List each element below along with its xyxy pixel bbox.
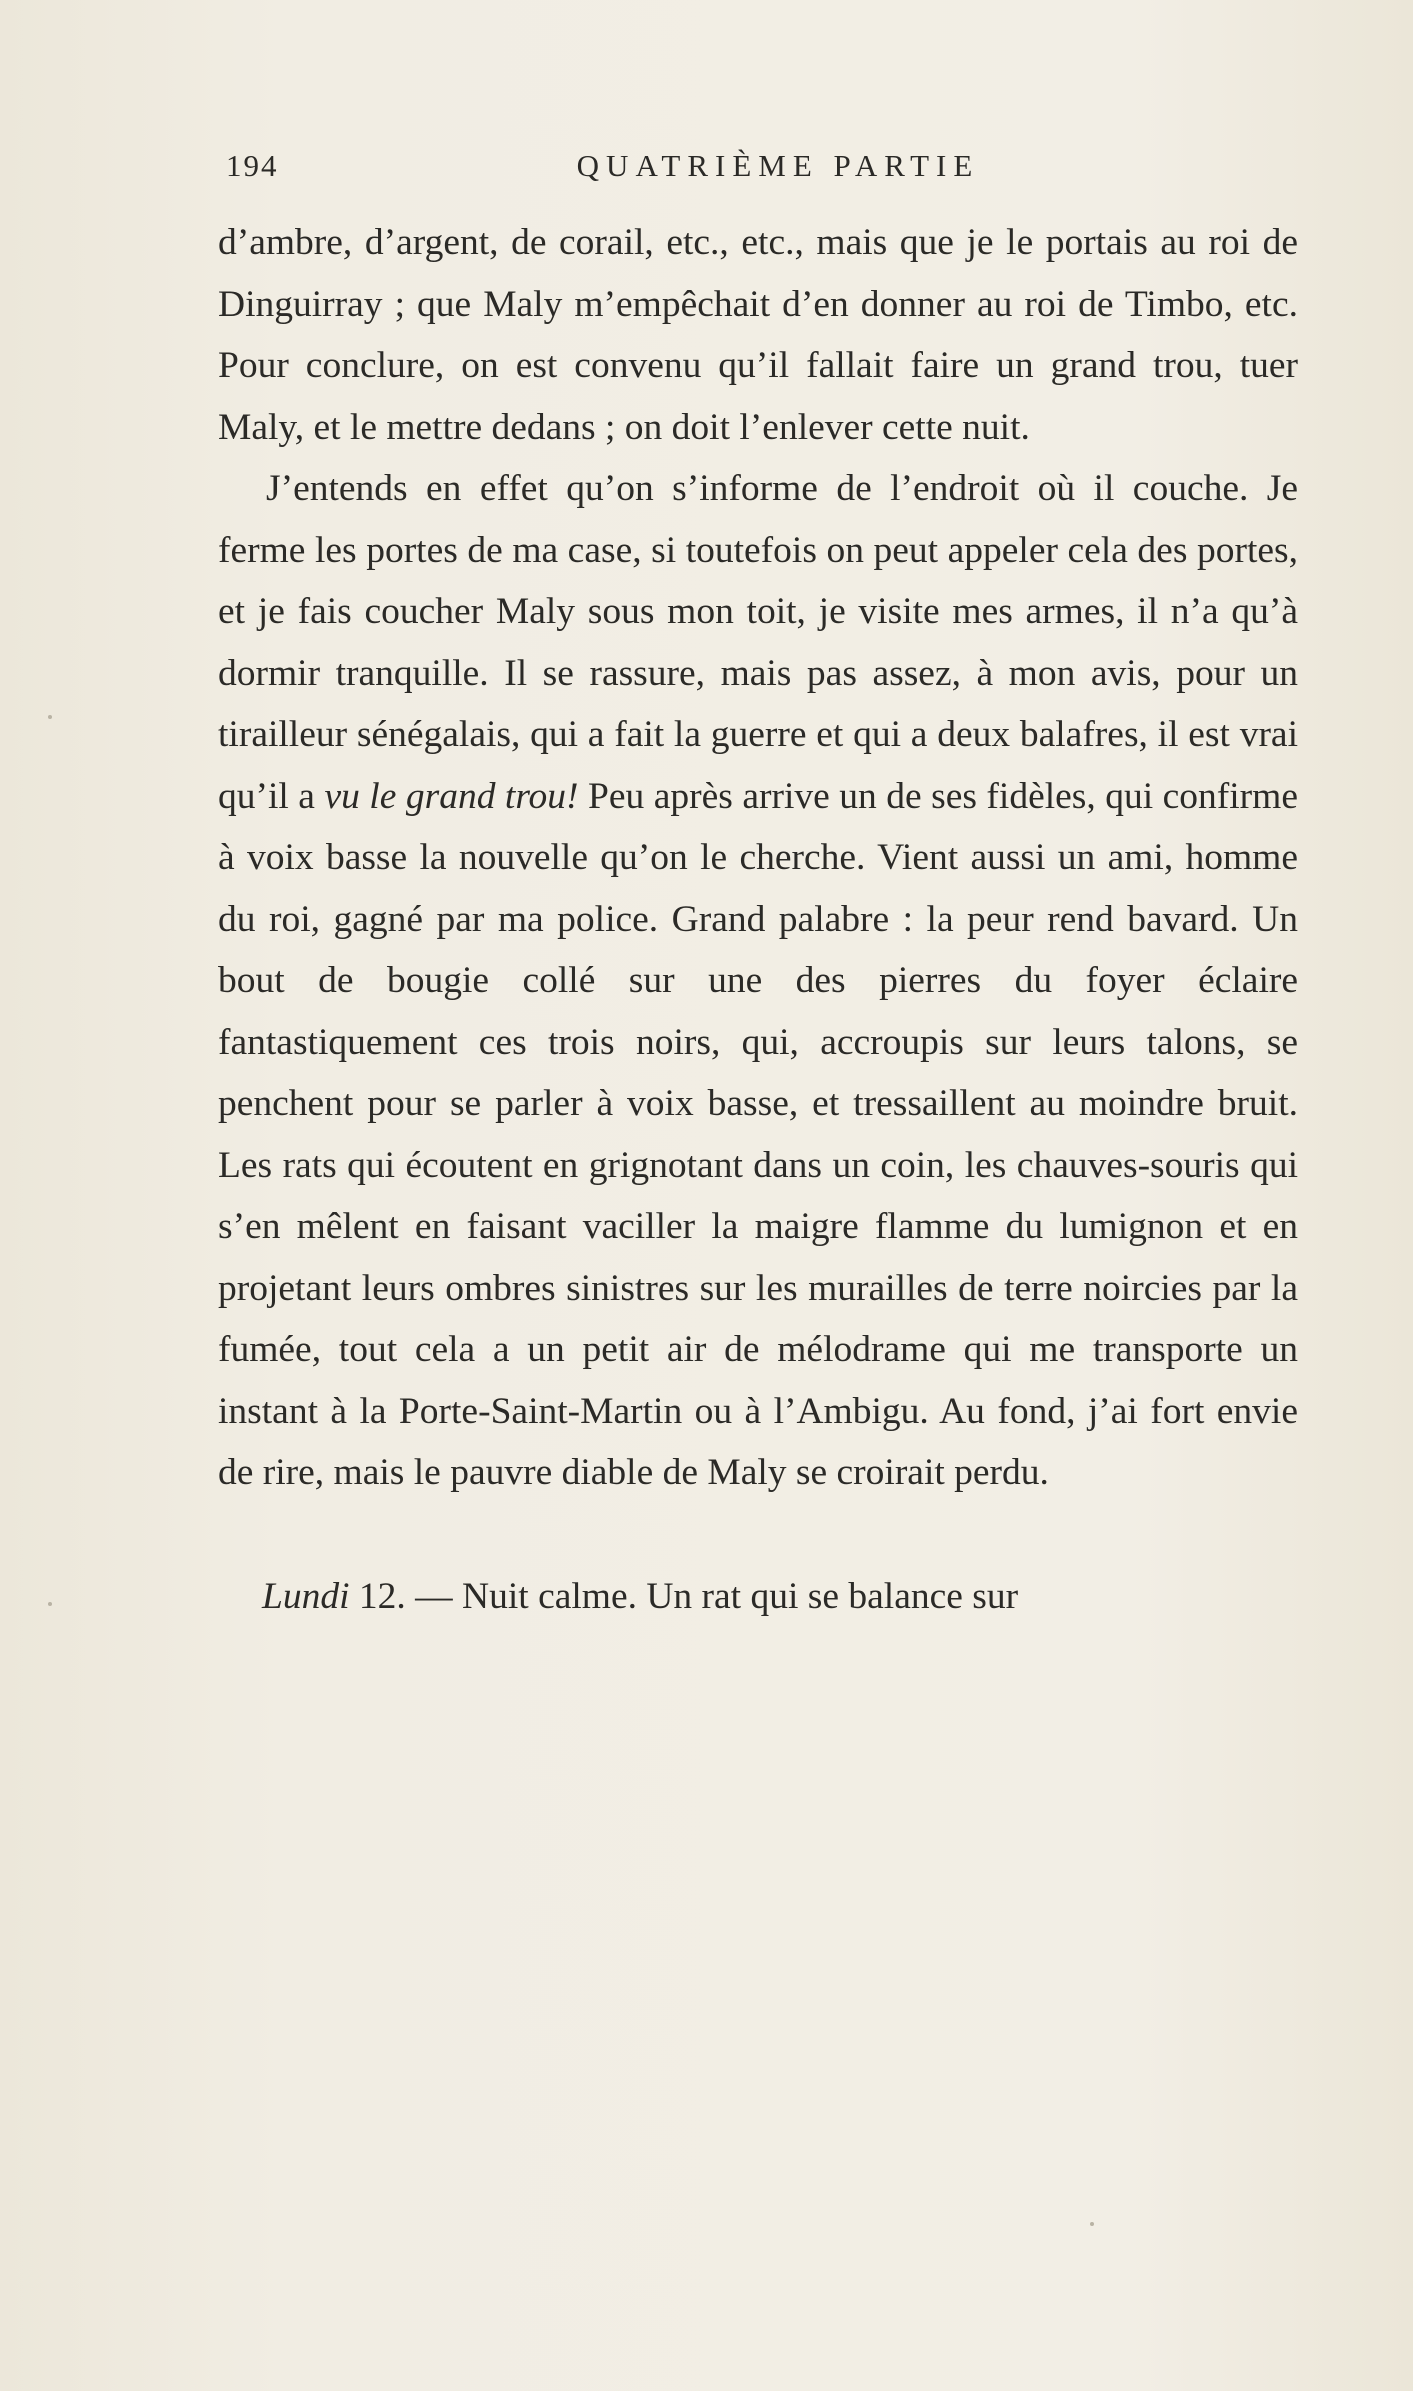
paragraph-1: d’ambre, d’argent, de corail, etc., etc., mais que je le portais au roi de Dinguirray ; que Maly m’empêchait d’en donner au roi de Timbo, etc. Pour conclure, on est convenu qu’il fallait faire un grand trou, tuer Maly, et le mettre dedans ; on doit l’enlever cette nuit.: [218, 222, 1298, 448]
entry-day: Lundi: [262, 1575, 350, 1617]
paragraph-2-text-b: Peu après arrive un de ses fidèles, qui confirme à voix basse la nouvelle qu’on le cherche. Vient aussi un ami, homme du roi, gagné par ma police. Grand palabre : la peur rend bavard. Un bout de bougie collé sur une des pierres du foyer éclaire fantastiquement ces trois noirs, qui, accroupis sur leurs talons, se penchent pour se parler à voix basse, et tressaillent au moindre bruit. Les rats qui écoutent en grignotant dans un coin, les chauves-souris qui s’en mêlent en faisant vaciller la maigre flamme du lumignon et en projetant leurs ombres sinistres sur les murailles de terre noircies par la fumée, tout cela a un petit air de mélodrame qui me transporte un instant à la Porte-Saint-Martin ou à l’Ambigu. Au fond, j’ai fort envie de rire, mais le pauvre diable de Maly se croirait perdu.: [218, 775, 1298, 1493]
paper-fleck: [48, 715, 52, 719]
body-text: [218, 212, 1298, 1627]
paragraph-2-italic: vu le grand trou!: [324, 775, 579, 817]
running-head: [218, 148, 1298, 192]
paper-fleck: [48, 1602, 52, 1606]
journal-entry-monday: [218, 1566, 1298, 1628]
paper-fleck: [1090, 2222, 1094, 2226]
page-number: 194: [226, 148, 279, 183]
entry-text: 12. — Nuit calme. Un rat qui se balance sur: [349, 1575, 1019, 1617]
book-page: [218, 0, 1298, 2391]
running-title: QUATRIÈME PARTIE: [576, 148, 980, 183]
paragraph-2: [218, 458, 1298, 1504]
paragraph-2-text-a: J’entends en effet qu’on s’informe de l’endroit où il couche. Je ferme les portes de ma case, si toutefois on peut appeler cela des portes, et je fais coucher Maly sous mon toit, je visite mes armes, il n’a qu’à dormir tranquille. Il se rassure, mais pas assez, à mon avis, pour un tirailleur sénégalais, qui a fait la guerre et qui a deux balafres, il est vrai qu’il a: [218, 468, 1298, 817]
